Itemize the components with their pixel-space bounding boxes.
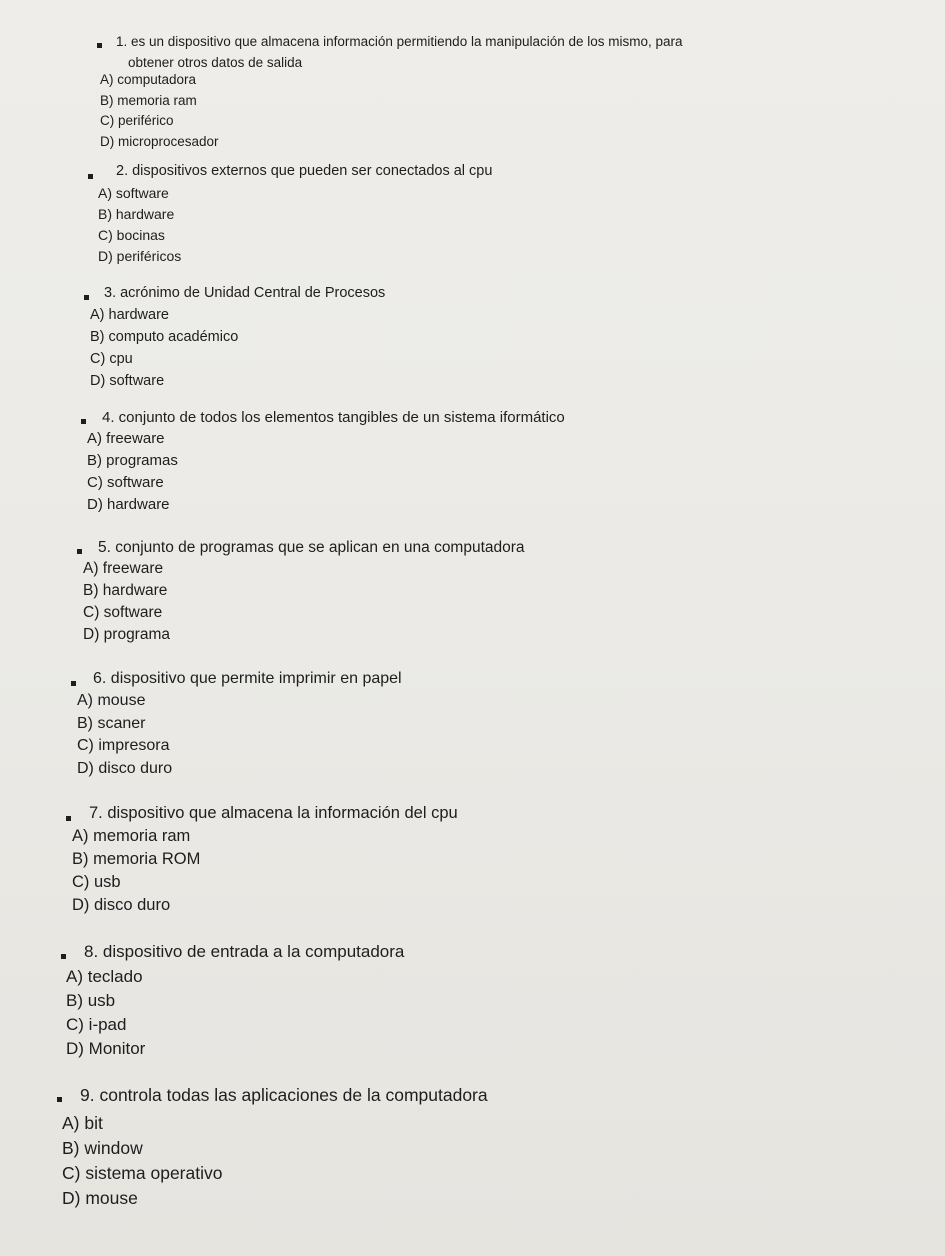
answer-option-d[interactable]: D) programa [83,626,170,643]
answer-option-b[interactable]: B) window [62,1138,143,1158]
answer-option-c[interactable]: C) i-pad [66,1015,127,1034]
question-text: 7. dispositivo que almacena la información del cpu [89,804,458,822]
bullet-icon [71,681,76,686]
bullet-icon [66,816,71,821]
bullet-icon [97,43,102,48]
answer-option-a[interactable]: A) freeware [83,560,164,577]
answer-option-a[interactable]: A) hardware [90,307,169,323]
answer-option-a[interactable]: A) freeware [87,430,165,447]
answer-option-c[interactable]: C) software [83,604,163,621]
answer-option-b[interactable]: B) computo académico [90,329,239,345]
answer-option-c[interactable]: C) cpu [90,351,133,367]
answer-options [66,965,145,1061]
answer-option-b[interactable]: B) scaner [77,714,146,732]
answer-option-b[interactable]: B) programas [87,452,178,469]
answer-option-a[interactable]: A) bit [62,1113,103,1133]
answer-option-d[interactable]: D) mouse [62,1188,138,1208]
question-text: 8. dispositivo de entrada a la computadora [84,942,405,961]
question-text: 2. dispositivos externos que pueden ser conectados al cpu [116,163,493,179]
answer-options [98,183,181,267]
bullet-icon [81,419,86,424]
bullet-icon [88,174,93,179]
question-text: 6. dispositivo que permite imprimir en papel [93,670,402,687]
bullet-icon [77,549,82,554]
answer-option-a[interactable]: A) mouse [77,692,146,709]
answer-option-d[interactable]: D) disco duro [77,759,173,777]
question-text: 9. controla todas las aplicaciones de la computadora [80,1085,488,1105]
bullet-icon [61,954,66,959]
answer-option-b[interactable]: B) memoria ROM [72,850,201,868]
answer-options [62,1111,222,1211]
answer-option-b[interactable]: B) hardware [98,206,175,222]
answer-option-a[interactable]: A) teclado [66,967,143,986]
bullet-icon [84,295,89,300]
question-text: 1. es un dispositivo que almacena información permitiendo la manipulación de los mismo, para [116,34,683,49]
answer-options [100,70,219,152]
answer-option-d[interactable]: D) microprocesador [100,133,219,149]
answer-options [87,428,178,516]
answer-option-b[interactable]: B) usb [66,991,116,1010]
answer-option-d[interactable]: D) hardware [87,496,170,513]
answer-options [90,304,238,392]
question-text: 4. conjunto de todos los elementos tangibles de un sistema iformático [102,409,565,426]
answer-option-d[interactable]: D) Monitor [66,1039,146,1058]
answer-option-c[interactable]: C) impresora [77,737,170,754]
answer-option-d[interactable]: D) disco duro [72,896,171,914]
answer-option-a[interactable]: A) memoria ram [72,827,191,845]
bullet-icon [57,1097,62,1102]
question-text-continuation: obtener otros datos de salida [128,55,303,70]
answer-option-b[interactable]: B) hardware [83,582,168,599]
answer-options [83,558,170,646]
answer-option-c[interactable]: C) bocinas [98,227,165,243]
answer-options [72,825,200,917]
answer-option-c[interactable]: C) software [87,474,164,491]
answer-option-b[interactable]: B) memoria ram [100,92,197,108]
answer-option-c[interactable]: C) sistema operativo [62,1163,223,1183]
answer-options [77,690,172,780]
answer-option-d[interactable]: D) software [90,373,165,389]
answer-option-d[interactable]: D) periféricos [98,248,182,264]
answer-option-c[interactable]: C) usb [72,873,121,891]
answer-option-a[interactable]: A) software [98,185,169,201]
answer-option-c[interactable]: C) periférico [100,113,174,128]
answer-option-a[interactable]: A) computadora [100,72,197,87]
question-text: 5. conjunto de programas que se aplican en una computadora [98,539,525,556]
question-text: 3. acrónimo de Unidad Central de Procesos [104,285,386,301]
